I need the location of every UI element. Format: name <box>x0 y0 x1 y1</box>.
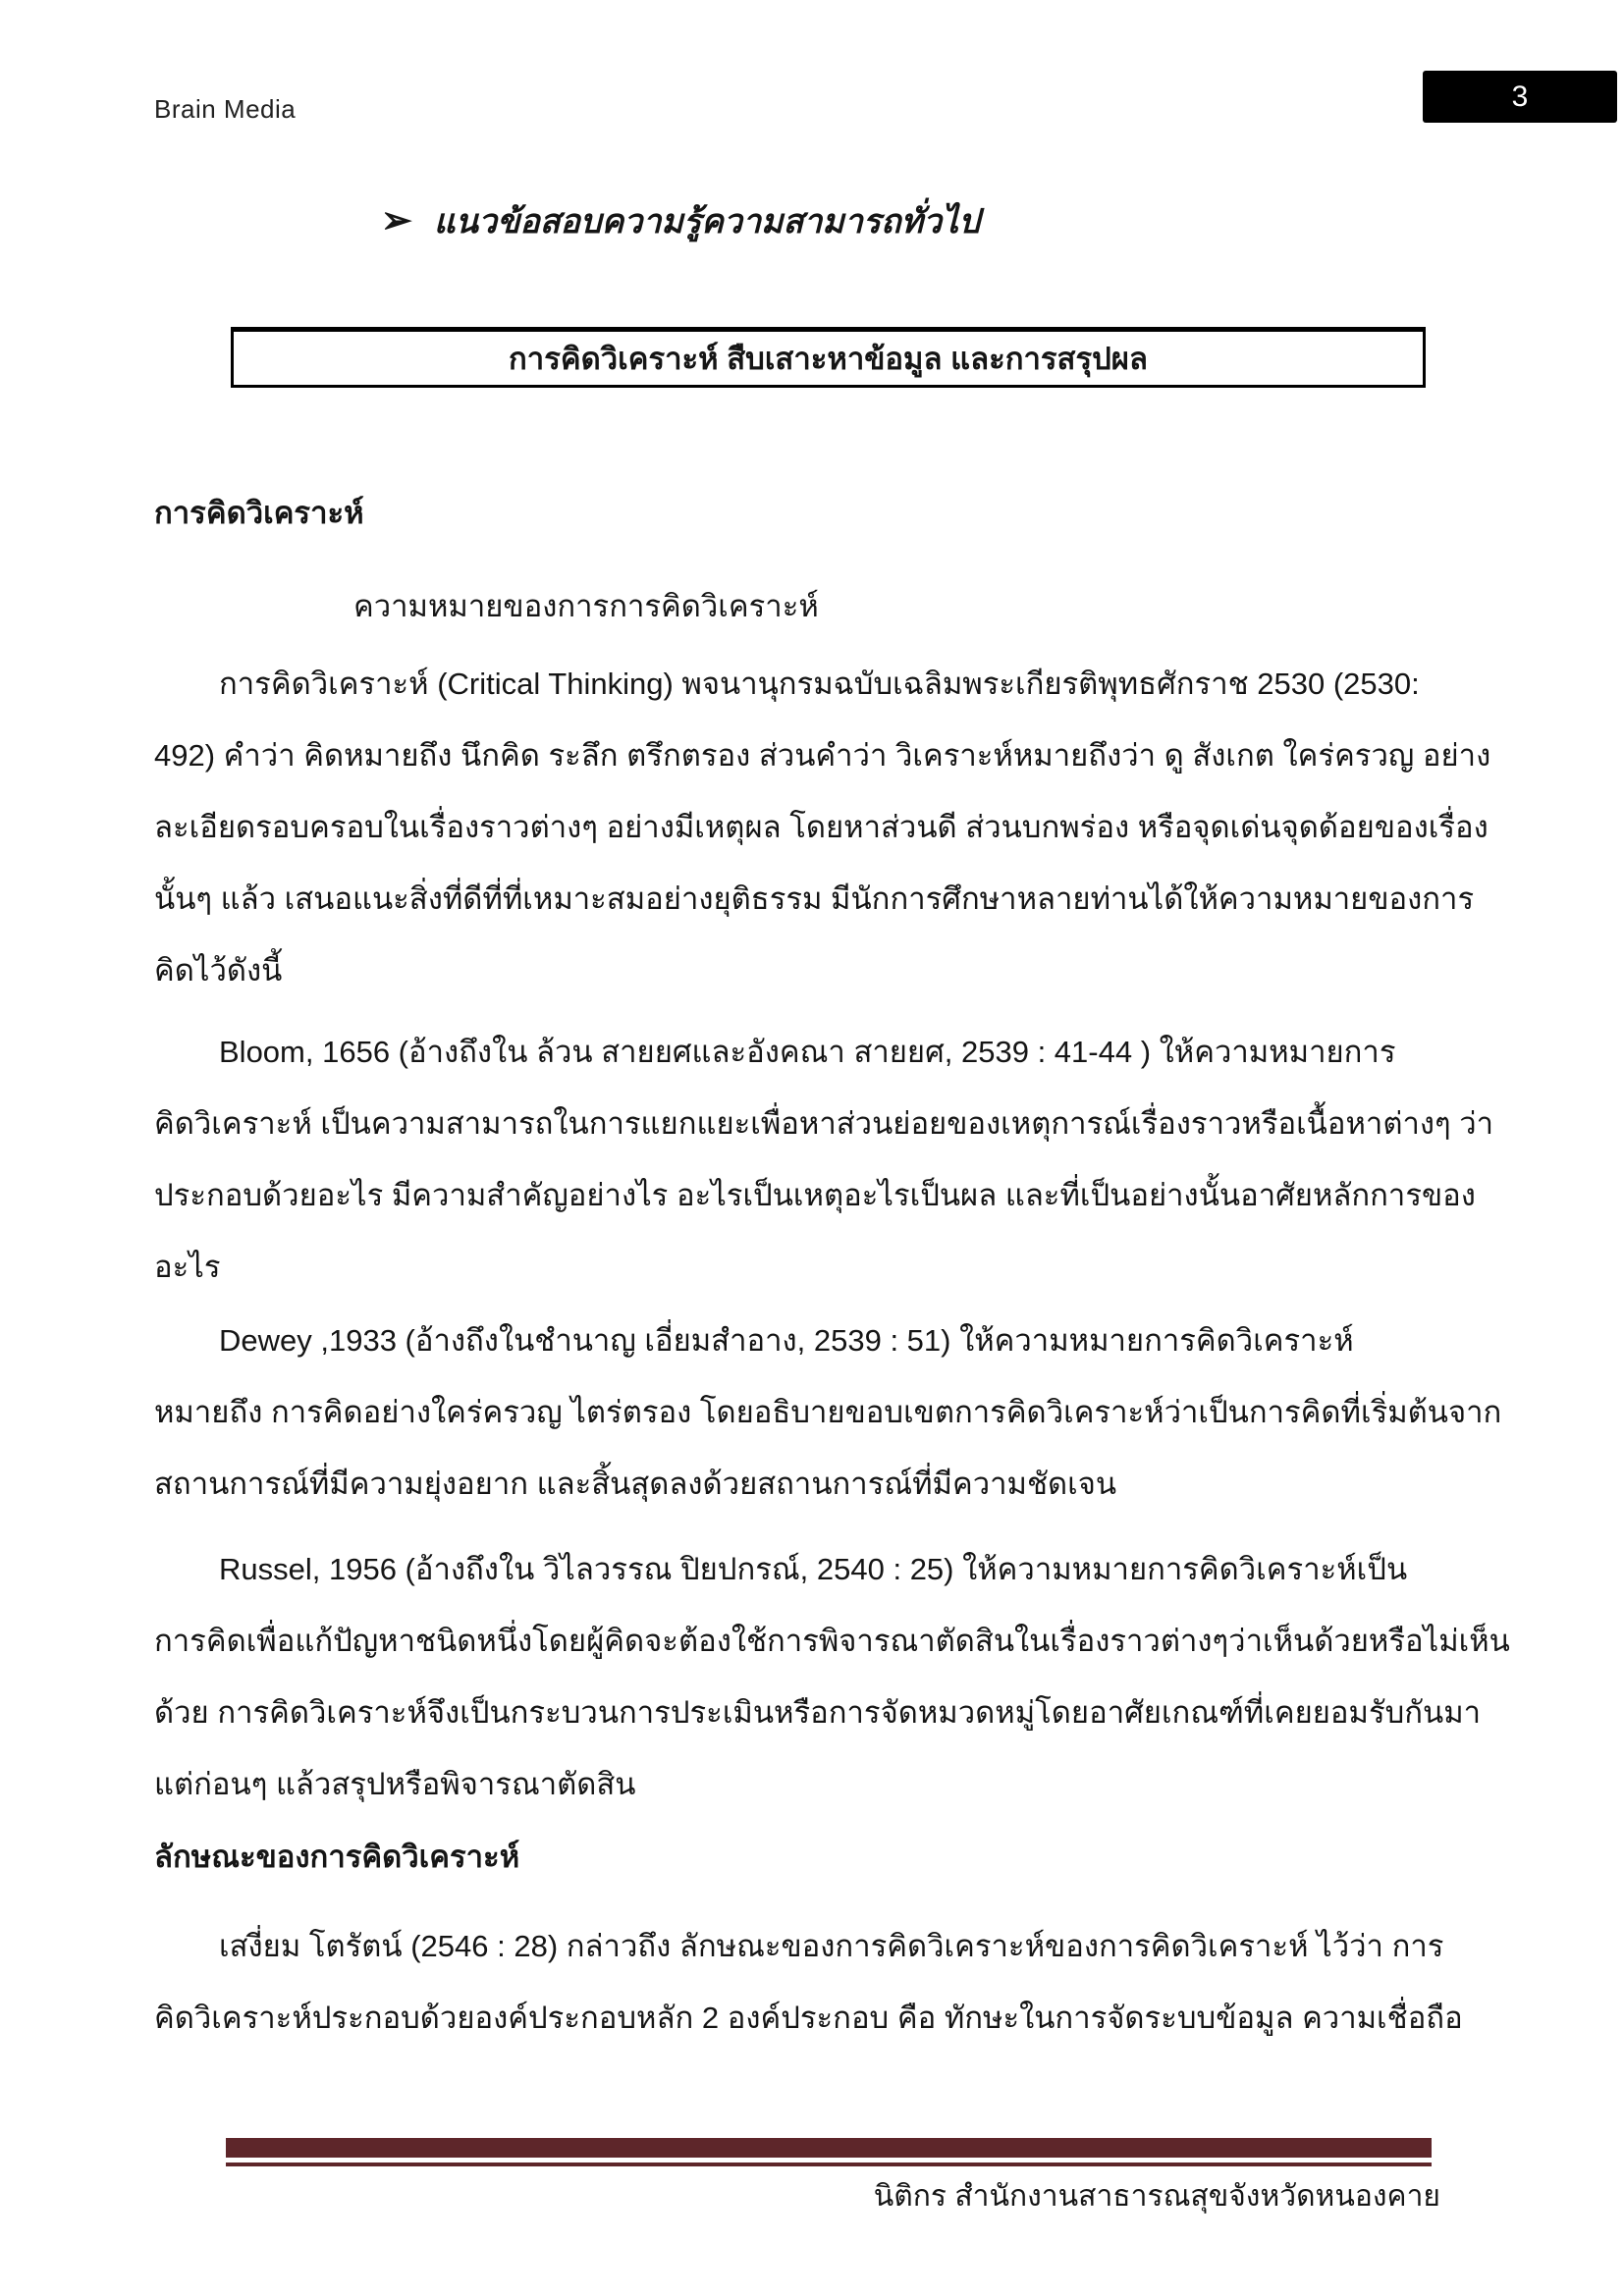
title-box-label: การคิดวิเคราะห์ สืบเสาะหาข้อมูล และการสรุปผล <box>509 342 1148 376</box>
footer-rule-thick <box>226 2138 1432 2158</box>
text-line: Dewey ,1933 (อ้างถึงในชำนาญ เอี่ยมสำอาง, 2539 : 51) ให้ความหมายการคิดวิเคราะห์ <box>219 1323 1354 1358</box>
text-line: 492) คำว่า คิดหมายถึง นึกคิด ระลึก ตรึกตรอง ส่วนคำว่า วิเคราะห์หมายถึงว่า ดู สังเกต ใคร่ครวญ อย่าง <box>154 738 1491 773</box>
exam-guide-heading-label: แนวข้อสอบความรู้ความสามารถทั่วไป <box>433 203 980 240</box>
footer-credit: นิติกร สำนักงานสาธารณสุขจังหวัดหนองคาย <box>873 2180 1440 2213</box>
text-line: ละเอียดรอบครอบในเรื่องราวต่างๆ อย่างมีเหตุผล โดยหาส่วนดี ส่วนบกพร่อง หรือจุดเด่นจุดด้อยของเรื่อง <box>154 810 1489 844</box>
text-line: Russel, 1956 (อ้างถึงใน วิไลวรรณ ปิยปกรณ์, 2540 : 25) ให้ความหมายการคิดวิเคราะห์เป็น <box>219 1552 1408 1586</box>
text-line: เสงี่ยม โตรัตน์ (2546 : 28) กล่าวถึง ลักษณะของการคิดวิเคราะห์ของการคิดวิเคราะห์ ไว้ว่า การ <box>219 1929 1444 1963</box>
text-line: คิดวิเคราะห์ เป็นความสามารถในการแยกแยะเพื่อหาส่วนย่อยของเหตุการณ์เรื่องราวหรือเนื้อหาต่างๆ ว่า <box>154 1106 1494 1141</box>
paragraph-sangiam <box>154 1910 1470 2054</box>
text-line: ด้วย การคิดวิเคราะห์จึงเป็นกระบวนการประเมินหรือการจัดหมวดหมู่โดยอาศัยเกณฑ์ที่เคยยอมรับกันมา <box>154 1695 1482 1730</box>
text-line: คิดไว้ดังนี้ <box>154 953 283 988</box>
header-brand: Brain Media <box>154 94 297 124</box>
paragraph-russel <box>154 1533 1510 1820</box>
page-number: 3 <box>1511 80 1529 113</box>
page-number-badge <box>1423 71 1617 123</box>
paragraph-bloom <box>154 1016 1494 1303</box>
footer-rule-thin <box>226 2163 1432 2166</box>
text-line: คิดวิเคราะห์ประกอบด้วยองค์ประกอบหลัก 2 องค์ประกอบ คือ ทักษะในการจัดระบบข้อมูล ความเชื่อถือ <box>154 2001 1463 2035</box>
text-line: ประกอบด้วยอะไร มีความสำคัญอย่างไร อะไรเป็นเหตุอะไรเป็นผล และที่เป็นอย่างนั้นอาศัยหลักการของ <box>154 1178 1476 1212</box>
text-line: การคิดเพื่อแก้ปัญหาชนิดหนึ่งโดยผู้คิดจะต้องใช้การพิจารณาตัดสินในเรื่องราวต่างๆว่าเห็นด้วยหรือไม่เห็น <box>154 1624 1510 1658</box>
title-box <box>231 327 1426 388</box>
text-line: Bloom, 1656 (อ้างถึงใน ล้วน สายยศและอังคณา สายยศ, 2539 : 41-44 ) ให้ความหมายการ <box>219 1035 1396 1069</box>
section-heading-critical-thinking: การคิดวิเคราะห์ <box>154 496 364 530</box>
text-line: นั้นๆ แล้ว เสนอแนะสิ่งที่ดีที่ที่เหมาะสมอย่างยุติธรรม มีนักการศึกษาหลายท่านได้ให้ความหมายของการ <box>154 881 1475 916</box>
text-line: อะไร <box>154 1250 221 1284</box>
text-line: สถานการณ์ที่มีความยุ่งอยาก และสิ้นสุดลงด้วยสถานการณ์ที่มีความชัดเจน <box>154 1467 1117 1501</box>
paragraph-definition <box>154 648 1491 1006</box>
arrowhead-bullet-icon: ➢ <box>381 200 412 241</box>
text-line: แต่ก่อนๆ แล้วสรุปหรือพิจารณาตัดสิน <box>154 1767 636 1801</box>
section-heading-characteristics: ลักษณะของการคิดวิเคราะห์ <box>154 1840 520 1874</box>
exam-guide-heading <box>381 194 980 247</box>
paragraph-dewey <box>154 1305 1502 1520</box>
subheading-meaning: ความหมายของการการคิดวิเคราะห์ <box>353 589 819 623</box>
text-line: การคิดวิเคราะห์ (Critical Thinking) พจนานุกรมฉบับเฉลิมพระเกียรติพุทธศักราช 2530 (2530: <box>219 667 1420 701</box>
text-line: หมายถึง การคิดอย่างใคร่ครวญ ไตร่ตรอง โดยอธิบายขอบเขตการคิดวิเคราะห์ว่าเป็นการคิดที่เริ่มต้นจาก <box>154 1395 1502 1429</box>
